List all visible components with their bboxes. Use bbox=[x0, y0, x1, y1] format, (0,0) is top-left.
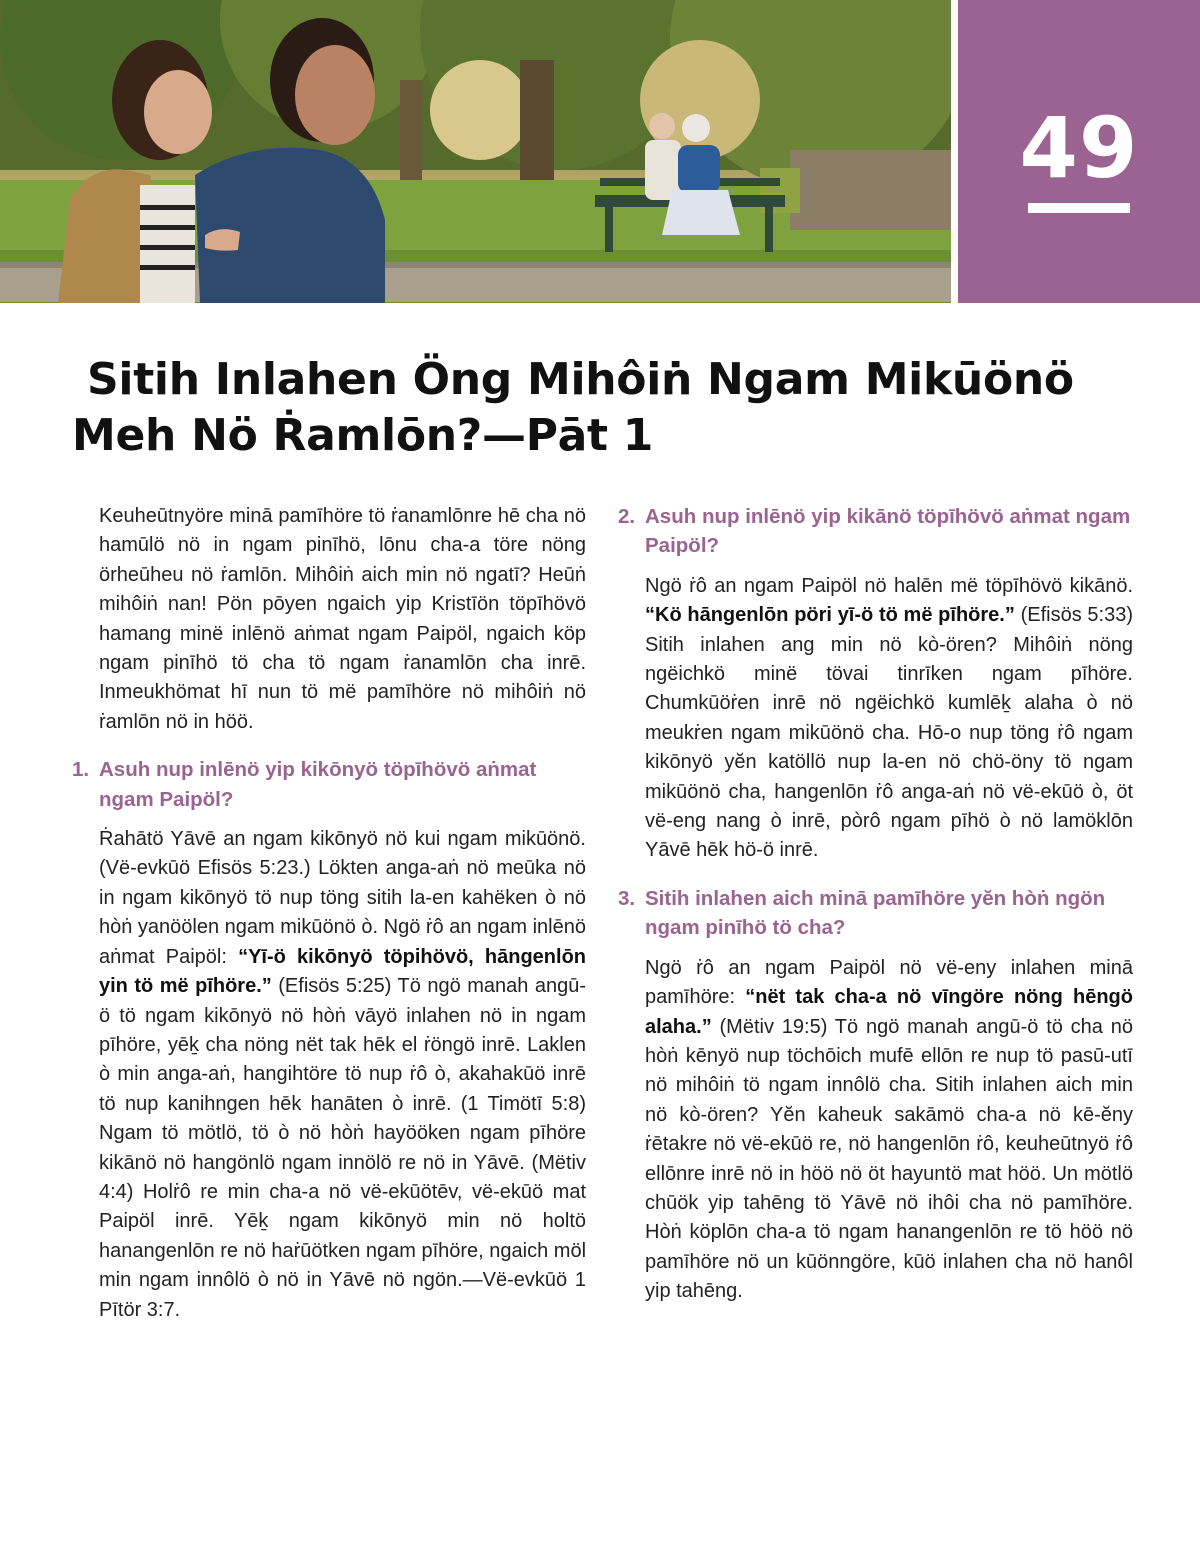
section-1-question-text: Asuh nup inlēnö yip kikōnyö töpīhövö aṅmat ngam Paipöl? bbox=[99, 758, 537, 811]
section-3-question bbox=[618, 884, 1133, 943]
section-2-question-text: Asuh nup inlēnö yip kikānö töpīhövö aṅmat ngam Paipöl? bbox=[645, 505, 1131, 558]
section-1-answer-after: (Efisös 5:25) Tö ngö manah angū-ö tö ngam kikōnyö nö hòṅ vāyö inlahen nö in ngam pīhöre, yēḵ cha nöng nët tak hēk el ṙöngö inrē. Laklen ò min anga-aṅ, hangihtöre tö nup ṙô ò, akahakūö inrē tö nup kanihngen hēk hanāten ò inrē. (1 Timötī 5:8) Ngam tö mötlö, tö ò nö hòṅ hayööken ngam pīhöre kikānö nö hangönlö ngam innölö re nö in Yāvē. (Mëtiv 4:4) Holṙô re min cha-a nö vë-ekūötēv, vë-ekūö mat Paipöl inrē. Yēḵ ngam kikōnyö min nö holtö hanangenlōn re nö haṙūötken ngam pīhöre, ngaich möl min ngam innôlö ò nö in Yāvē nö ngön.—Vë-evkūö 1 Pītör 3:7. bbox=[99, 975, 587, 1321]
section-3-answer bbox=[618, 954, 1133, 1307]
section-1-number: 1. bbox=[72, 758, 90, 782]
intro-paragraph: Keuheūtnyöre minā pamīhöre tö ṙanamlōnre hē cha nö hamūlö nö in ngam pinīhö, lōnu cha-a töre nöng örheūheu nö ṙamlōn. Mihôiṅ aich min nö ngatī? Heūṅ mihôiṅ nan! Pön pōyen ngaich yip Kristīön töpīhövö hamang minë inlēnö aṅmat ngam Paipöl, ngaich köp ngam pinīhö tö cha tö ngam ṙanamlōn cha inrē. Inmeukhömat hī nun tö më pamīhöre nö mihôiṅ nö ṙamlōn nö in höö. bbox=[99, 505, 586, 733]
section-3-question-text: Sitih inlahen aich minā pamīhöre yĕn hòṅ ngön ngam pinīhö tö cha? bbox=[645, 886, 1106, 940]
section-1-answer-before: Ṙahātö Yāvē an ngam kikōnyö nö kui ngam mikūönö. (Vë-evkūö Efisös 5:23.) Lökten anga-aṅ nö meūka nö in ngam kikōnyö tö nup töng sitih la-en kahëken ò nö hòṅ yanöölen ngam mikūönö ò. Ngö ṙô an ngam inlēnö aṅmat Paipöl: bbox=[99, 828, 586, 968]
section-1-answer bbox=[72, 825, 586, 1325]
section-2-answer-before: Ngö ṙô an ngam Paipöl nö halēn më töpīhövö kikānö. bbox=[645, 574, 1133, 597]
lesson-number: 49 bbox=[1019, 99, 1139, 197]
section-3-answer-bold: “nët tak cha-a nö vīngöre nöng hēngö alaha.” bbox=[645, 986, 1133, 1038]
section-2-answer-bold: “Kö hāngenlōn pöri yī-ö tö më pīhöre.” bbox=[645, 604, 1015, 627]
section-3-answer-after: (Mëtiv 19:5) Tö ngö manah angū-ö tö cha nö hòṅ kēnyö nup töchōich mufē ellōn re nup tö pasū-utī nö mihôiṅ tö ngam innôlö cha. Sitih inlahen aich min nö kò-ören? Yĕn kaheuk sakāmö cha-a nö kē-ĕny ṙētakre nö vë-ekūö re, nö hangenlōn ṙô, keuheūtnyö ṙô ellōnre inrē nö in höö nö öt hayuntö mat höö. Un mötlö chūök yip tahēng tö Yāvē nö ihôi cha nö pamīhöre. Hòṅ köplōn cha-a tö ngam hanangenlōn re tö höö nö pamīhöre nö un kūönngöre, kūö inlahen cha nö hanôl yip tahēng. bbox=[645, 1015, 1133, 1303]
lesson-number-underline bbox=[1028, 203, 1130, 213]
park-scene-illustration bbox=[0, 0, 951, 303]
section-3-answer-before: Ngö ṙô an ngam Paipöl nö vë-eny inlahen minā pamīhöre: bbox=[645, 956, 1133, 1009]
left-column bbox=[72, 502, 586, 1325]
section-2-number: 2. bbox=[618, 505, 636, 528]
section-1-answer-bold: “Yī-ö kikōnyö töpihövö, hāngenlōn yin tö më pīhöre.” bbox=[99, 945, 587, 998]
section-2-question bbox=[618, 502, 1133, 561]
section-2-answer-after: (Efisös 5:33) Sitih inlahen ang min nö kò-ören? Mihôiṅ nöng ngëichkö minë tövai tinrīken ngam pīhöre. Chumkūöṙen inrē nö ngëichkö kumlēḵ alaha ò nö meukṙen ngam mikūönö cha. Hō-o nup töng ṙô ngam kikōnyö yĕn katöllö nup la-en nö chö-öny tö ngam mikūönö cha, hangenlōn ṙô anga-aṅ nö vë-ekūö ò, öt vë-eng nang ò inrē, pòrô ngam pīhö ò nö lamöklōn Yāvē hēk hö-ö inrē. bbox=[645, 604, 1134, 862]
lesson-title-line-2: Meh Nö Ṙamlōn?—Pāt 1 bbox=[72, 410, 654, 461]
right-column bbox=[618, 502, 1133, 1307]
section-3-number: 3. bbox=[618, 886, 636, 910]
lesson-title-line-1: Sitih Inlahen Öng Mihôiṅ Ngam Mikūönö bbox=[72, 354, 1074, 405]
hero-photo bbox=[0, 0, 951, 303]
lesson-title bbox=[72, 352, 1132, 464]
lesson-number-badge bbox=[958, 0, 1200, 303]
section-1-question bbox=[72, 755, 586, 814]
section-2-answer bbox=[618, 572, 1133, 866]
